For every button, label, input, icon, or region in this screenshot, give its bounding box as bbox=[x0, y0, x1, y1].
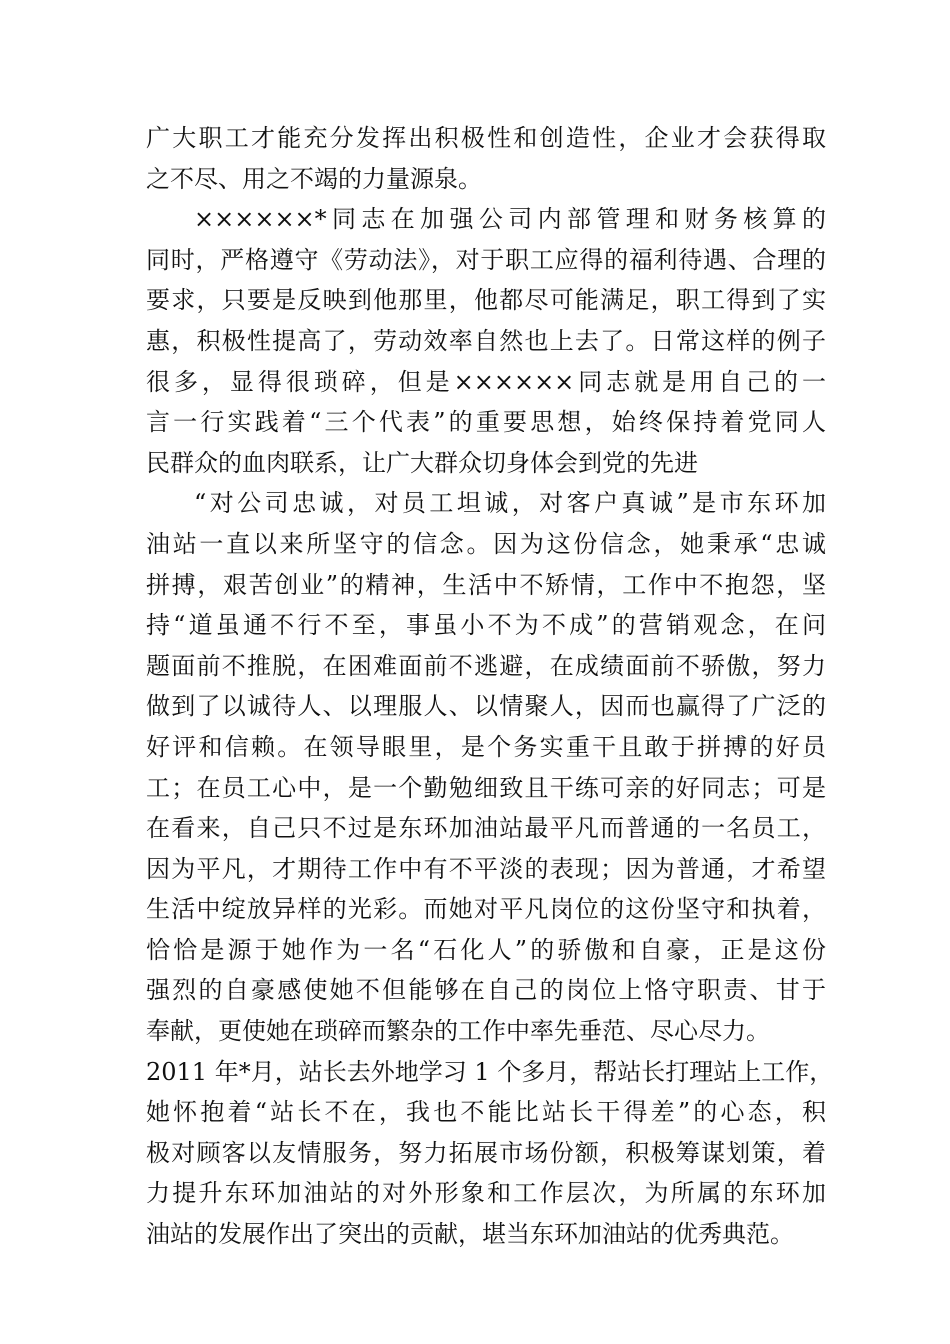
text-line: 油站的发展作出了突出的贡献，堪当东环加油站的优秀典范。 bbox=[146, 1220, 794, 1249]
paragraph-2 bbox=[146, 199, 826, 483]
paragraph-1 bbox=[146, 118, 826, 199]
text-line: 她怀抱着“站长不在，我也不能比站长干得差”的心态，积 bbox=[146, 1098, 826, 1127]
document-body bbox=[146, 118, 834, 1255]
text-line: 持“道虽通不行不至，事虽小不为不成”的营销观念，在问 bbox=[146, 611, 826, 640]
text-line: 惠，积极性提高了，劳动效率自然也上去了。日常这样的例子 bbox=[146, 326, 826, 355]
text-line: 恰恰是源于她作为一名“石化人”的骄傲和自豪，正是这份 bbox=[146, 935, 826, 964]
paragraph-3 bbox=[146, 483, 826, 1051]
text-line: 很多，显得很琐碎，但是××××××同志就是用自己的一 bbox=[146, 367, 826, 396]
text-line: 生活中绽放异样的光彩。而她对平凡岗位的这份坚守和执着， bbox=[146, 895, 826, 924]
text-line: 2011 年*月，站长去外地学习 1 个多月，帮站长打理站上工作， bbox=[146, 1057, 834, 1086]
text-line: 同时，严格遵守《劳动法》，对于职工应得的福利待遇、合理的 bbox=[146, 245, 826, 274]
text-line: 要求，只要是反映到他那里，他都尽可能满足，职工得到了实 bbox=[146, 286, 826, 315]
text-line: 言一行实践着“三个代表”的重要思想，始终保持着党同人 bbox=[146, 408, 826, 437]
text-line: 因为平凡，才期待工作中有不平淡的表现；因为普通，才希望 bbox=[146, 854, 826, 883]
text-line: 拼搏，艰苦创业”的精神，生活中不矫情，工作中不抱怨，坚 bbox=[146, 570, 826, 599]
text-line: 在看来，自己只不过是东环加油站最平凡而普通的一名员工， bbox=[146, 814, 826, 843]
text-line: “对公司忠诚，对员工坦诚，对客户真诚”是市东环加 bbox=[194, 489, 826, 518]
text-line: 好评和信赖。在领导眼里，是个务实重干且敢于拼搏的好员 bbox=[146, 732, 826, 761]
paragraph-4 bbox=[146, 1052, 834, 1255]
text-line: 极对顾客以友情服务，努力拓展市场份额，积极筹谋划策，着 bbox=[146, 1138, 826, 1167]
text-line: 之不尽、用之不竭的力量源泉。 bbox=[146, 164, 482, 193]
text-line: ××××××*同志在加强公司内部管理和财务核算的 bbox=[194, 205, 826, 234]
text-line: 力提升东环加油站的对外形象和工作层次，为所属的东环加 bbox=[146, 1179, 826, 1208]
text-line: 工；在员工心中，是一个勤勉细致且干练可亲的好同志；可是 bbox=[146, 773, 826, 802]
text-line: 强烈的自豪感使她不但能够在自己的岗位上恪守职责、甘于 bbox=[146, 976, 826, 1005]
text-line: 做到了以诚待人、以理服人、以情聚人，因而也赢得了广泛的 bbox=[146, 692, 826, 721]
text-line: 民群众的血肉联系，让广大群众切身体会到党的先进 bbox=[146, 448, 698, 477]
text-line: 广大职工才能充分发挥出积极性和创造性，企业才会获得取 bbox=[146, 124, 826, 152]
text-line: 题面前不推脱，在困难面前不逃避，在成绩面前不骄傲，努力 bbox=[146, 651, 826, 680]
text-line: 油站一直以来所坚守的信念。因为这份信念，她秉承“忠诚 bbox=[146, 529, 826, 558]
text-line: 奉献，更使她在琐碎而繁杂的工作中率先垂范、尽心尽力。 bbox=[146, 1017, 770, 1046]
